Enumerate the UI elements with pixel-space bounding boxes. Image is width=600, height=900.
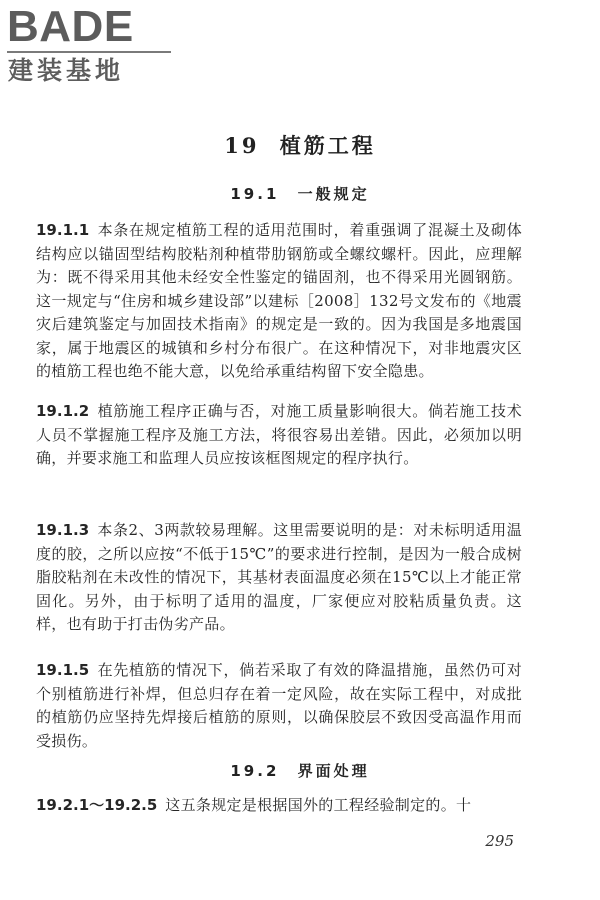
chapter-title: 19 植筋工程 <box>224 133 376 158</box>
clause-text: 本条2、3两款较易理解。这里需要说明的是：对未标明适用温度的胶，之所以应按“不低于15℃”的要求进行控制，是因为一般合成树脂胶粘剂在未改性的情况下，其基材表面温度必须在15℃以上才能正常固化。另外，由于标明了适用的温度，厂家便应对胶粘质量负责。这样，也有助于打击伪劣产品。 <box>36 521 522 633</box>
clause-text: 本条在规定植筋工程的适用范围时，着重强调了混凝土及砌体结构应以锚固型结构胶粘剂种植带肋钢筋或全螺纹螺杆。因此，应理解为：既不得采用其他未经安全性鉴定的锚固剂，也不得采用光圆钢筋。这一规定与“住房和城乡建设部”以建标［2008］132号文发布的《地震灾后建筑鉴定与加固技术指南》的规定是一致的。因为我国是多地震国家，属于地震区的城镇和乡村分布很广。在这种情况下，对非地震灾区的植筋工程也绝不能大意，以免给承重结构留下安全隐患。 <box>36 221 522 380</box>
page-number: 295 <box>485 832 514 850</box>
logo-divider <box>7 51 171 53</box>
clause-number: 19.1.5 <box>36 661 90 679</box>
clause-text: 在先植筋的情况下，倘若采取了有效的降温措施，虽然仍可对个别植筋进行补焊，但总归存在着一定风险，故在实际工程中，对成批的植筋仍应坚持先焊接后植筋的原则，以确保胶层不致因受高温作用而受损伤。 <box>36 661 522 750</box>
clause-19-1-1 <box>36 219 522 384</box>
logo-subtitle: 建装基地 <box>8 56 125 85</box>
logo-wordmark: BADE <box>7 2 134 51</box>
clause-text: 这五条规定是根据国外的工程经验制定的。十 <box>165 796 472 814</box>
section-title-interface: 19.2 界面处理 <box>230 762 370 780</box>
section-title-general: 19.1 一般规定 <box>230 185 370 203</box>
clause-number: 19.1.3 <box>36 521 90 539</box>
clause-number: 19.1.2 <box>36 402 90 420</box>
clause-19-2-1-to-5 <box>36 794 522 818</box>
clause-19-1-3 <box>36 519 522 637</box>
bade-logo <box>7 2 177 87</box>
clause-19-1-2 <box>36 400 522 471</box>
clause-number: 19.1.1 <box>36 221 90 239</box>
clause-text: 植筋施工程序正确与否，对施工质量影响很大。倘若施工技术人员不掌握施工程序及施工方法，将很容易出差错。因此，必须加以明确，并要求施工和监理人员应按该框图规定的程序执行。 <box>36 402 522 467</box>
clause-19-1-5 <box>36 659 522 753</box>
clause-number: 19.2.1～19.2.5 <box>36 796 158 814</box>
